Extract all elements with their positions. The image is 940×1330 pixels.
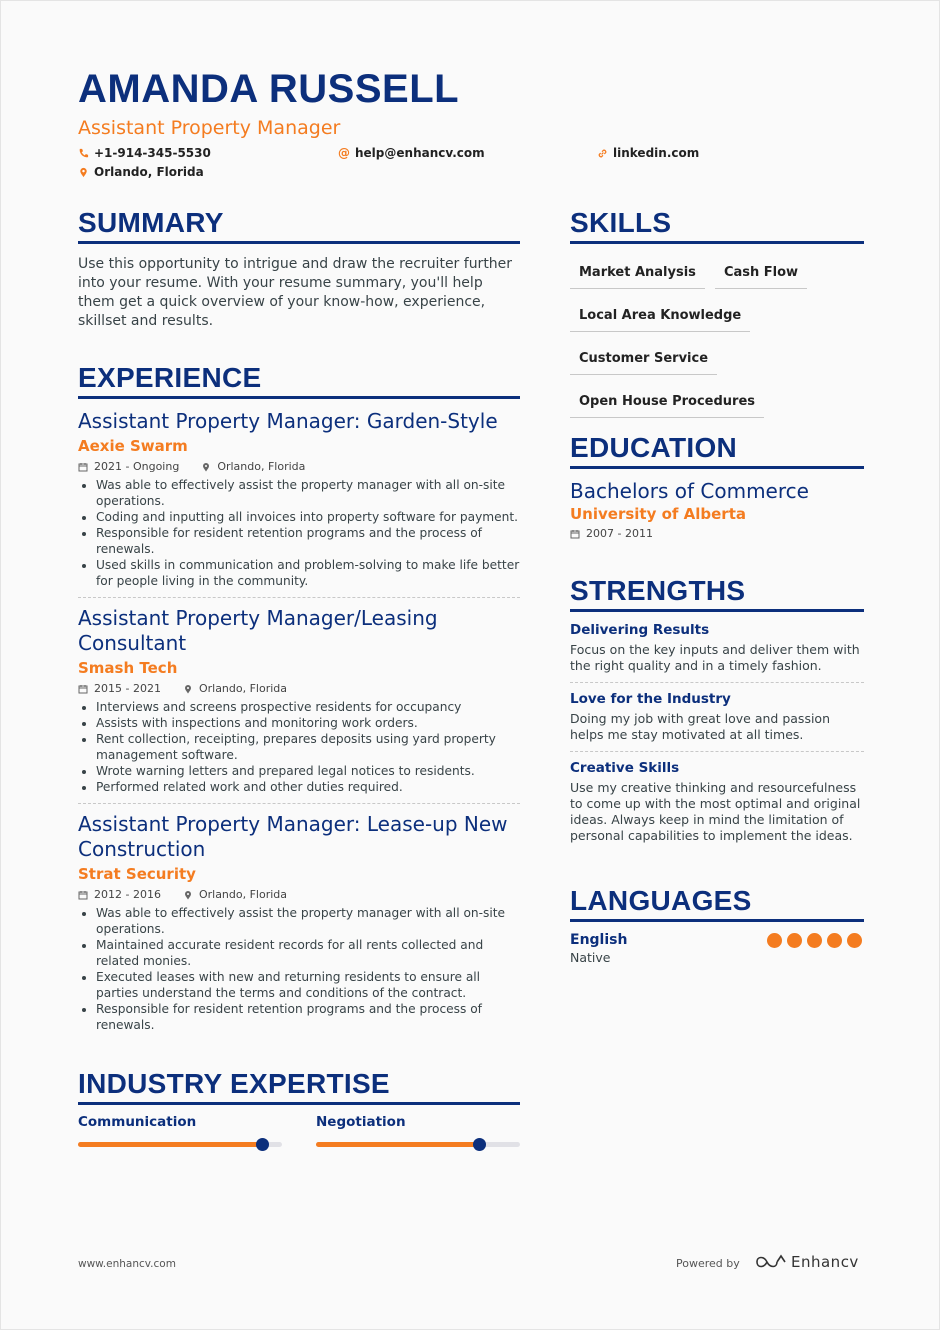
job-title: Assistant Property Manager: Garden-Style xyxy=(78,409,498,433)
strength-title: Love for the Industry xyxy=(570,691,731,707)
languages-divider xyxy=(570,919,864,922)
job-location: Orlando, Florida xyxy=(198,888,288,901)
linkedin-contact[interactable] xyxy=(597,146,699,160)
job-meta xyxy=(78,460,521,473)
expertise-knob xyxy=(473,1138,486,1151)
candidate-name: AMANDA RUSSELL xyxy=(78,67,460,111)
phone-text: +1-914-345-5530 xyxy=(94,146,211,160)
language-dot xyxy=(807,933,822,948)
job-entry xyxy=(78,606,521,795)
job-company: Smash Tech xyxy=(78,659,178,677)
job-bullet: • Executed leases with new and returning residents to ensure all parties understand the terms and conditions of the contract. xyxy=(96,969,521,1001)
skills-row xyxy=(570,347,864,375)
education-section xyxy=(570,432,864,540)
industry-expertise-section xyxy=(78,1068,520,1105)
skills-heading: SKILLS xyxy=(570,207,672,238)
skills-row xyxy=(570,304,864,332)
email-text: help@enhancv.com xyxy=(355,146,485,160)
strengths-divider xyxy=(570,609,864,612)
calendar-icon xyxy=(78,890,88,900)
job-bullet: • Responsible for resident retention programs and the process of renewals. xyxy=(96,1001,521,1033)
language-level: Native xyxy=(570,950,611,965)
degree-title: Bachelors of Commerce xyxy=(570,479,809,503)
job-bullet: • Wrote warning letters and prepared legal notices to residents. xyxy=(96,763,521,779)
skills-divider xyxy=(570,241,864,244)
skills-row xyxy=(570,261,864,289)
experience-section xyxy=(78,362,520,1033)
summary-heading: SUMMARY xyxy=(78,207,224,238)
strength-desc: Use my creative thinking and resourcefulness to come up with the most optimal and original ideas. Always keep in mind the limitation of personal capabilities to implement the ideas. xyxy=(570,780,861,843)
expertise-label: Negotiation xyxy=(316,1114,406,1130)
expertise-knob xyxy=(256,1138,269,1151)
education-dates: 2007 - 2011 xyxy=(586,527,653,540)
job-dates: 2012 - 2016 xyxy=(94,888,161,901)
footer-powered: Powered by xyxy=(676,1257,740,1270)
strengths-section xyxy=(570,575,864,844)
job-meta xyxy=(78,682,521,695)
summary-section xyxy=(78,207,520,331)
language-dots xyxy=(762,933,862,952)
location-pin-icon xyxy=(183,890,193,900)
language-item xyxy=(570,932,864,966)
footer-brand-text: Enhancv xyxy=(791,1253,859,1271)
job-company: Strat Security xyxy=(78,865,196,883)
industry-divider xyxy=(78,1102,520,1105)
enhancv-logo-icon xyxy=(755,1253,787,1271)
expertise-label: Communication xyxy=(78,1114,197,1130)
experience-heading: EXPERIENCE xyxy=(78,362,262,393)
job-entry xyxy=(78,812,521,1033)
expertise-bar xyxy=(78,1142,282,1147)
job-dates: 2021 - Ongoing xyxy=(94,460,180,473)
skills-row xyxy=(570,390,864,418)
job-location: Orlando, Florida xyxy=(198,682,288,695)
expertise-item xyxy=(316,1114,520,1147)
location-pin-icon xyxy=(183,684,193,694)
location-pin-icon xyxy=(78,167,89,178)
job-title: Assistant Property Manager: Lease-up New Construction xyxy=(78,812,508,861)
phone-contact[interactable] xyxy=(78,146,211,160)
expertise-bar xyxy=(316,1142,520,1147)
job-title: Assistant Property Manager/Leasing Consultant xyxy=(78,606,438,655)
link-icon xyxy=(597,148,608,159)
calendar-icon xyxy=(78,684,88,694)
job-bullets xyxy=(78,905,521,1033)
language-dot xyxy=(827,933,842,948)
skills-section xyxy=(570,207,864,418)
calendar-icon xyxy=(78,462,88,472)
summary-text: Use this opportunity to intrigue and draw the recruiter further into your resume. With your resume summary, you'll help them get a quick overview of your know-how, experience, skillset and results. xyxy=(78,256,513,329)
skill-tag: Cash Flow xyxy=(715,265,807,289)
footer-brand[interactable] xyxy=(755,1253,859,1271)
job-bullet: • Was able to effectively assist the property manager with all on-site operations. xyxy=(96,905,521,937)
expertise-fill xyxy=(316,1142,479,1147)
linkedin-text: linkedin.com xyxy=(613,146,700,160)
skill-tag: Market Analysis xyxy=(570,265,705,289)
strength-title: Delivering Results xyxy=(570,622,710,638)
experience-divider xyxy=(78,396,520,399)
job-dates: 2015 - 2021 xyxy=(94,682,161,695)
job-separator xyxy=(78,803,520,804)
job-bullet: • Performed related work and other duties required. xyxy=(96,779,521,795)
job-bullet: • Interviews and screens prospective residents for occupancy xyxy=(96,699,521,715)
job-bullet: • Maintained accurate resident records for all rents collected and related monies. xyxy=(96,937,521,969)
job-meta xyxy=(78,888,521,901)
job-bullet: • Assists with inspections and monitoring work orders. xyxy=(96,715,521,731)
expertise-item xyxy=(78,1114,282,1147)
job-bullet: • Responsible for resident retention programs and the process of renewals. xyxy=(96,525,521,557)
language-dot xyxy=(787,933,802,948)
location-pin-icon xyxy=(201,462,211,472)
job-separator xyxy=(78,597,520,598)
job-bullet: • Coding and inputting all invoices into property software for payment. xyxy=(96,509,521,525)
education-heading: EDUCATION xyxy=(570,432,738,463)
skill-tag: Customer Service xyxy=(570,351,717,375)
languages-heading: LANGUAGES xyxy=(570,885,752,916)
job-company: Aexie Swarm xyxy=(78,437,188,455)
language-dot xyxy=(767,933,782,948)
strength-separator xyxy=(570,751,864,752)
job-bullets xyxy=(78,477,521,589)
skill-tag: Open House Procedures xyxy=(570,394,764,418)
language-dot xyxy=(847,933,862,948)
location-text: Orlando, Florida xyxy=(94,165,204,179)
strength-desc: Focus on the key inputs and deliver them with the right quality and in a timely fashion. xyxy=(570,642,860,673)
strength-item xyxy=(570,622,864,674)
industry-heading: INDUSTRY EXPERTISE xyxy=(78,1068,390,1099)
job-bullet: • Rent collection, receipting, prepares deposits using yard property management software. xyxy=(96,731,521,763)
job-bullets xyxy=(78,699,521,795)
at-icon: @ xyxy=(338,146,350,160)
education-divider xyxy=(570,466,864,469)
education-meta xyxy=(570,527,864,540)
calendar-icon xyxy=(570,529,580,539)
footer-site[interactable]: www.enhancv.com xyxy=(78,1258,176,1270)
job-location: Orlando, Florida xyxy=(217,460,306,473)
job-bullet: • Was able to effectively assist the property manager with all on-site operations. xyxy=(96,477,521,509)
strength-desc: Doing my job with great love and passion helps me stay motivated at all times. xyxy=(570,711,831,742)
strength-item xyxy=(570,691,864,743)
summary-divider xyxy=(78,241,520,244)
phone-icon xyxy=(78,148,89,159)
expertise-fill xyxy=(78,1142,262,1147)
candidate-title: Assistant Property Manager xyxy=(78,117,341,139)
email-contact[interactable] xyxy=(338,146,485,160)
strengths-heading: STRENGTHS xyxy=(570,575,746,606)
strength-title: Creative Skills xyxy=(570,760,680,776)
skill-tag: Local Area Knowledge xyxy=(570,308,750,332)
strength-separator xyxy=(570,682,864,683)
languages-section xyxy=(570,885,864,966)
job-entry xyxy=(78,409,521,589)
strength-item xyxy=(570,760,864,844)
location-contact xyxy=(78,165,204,179)
school-name: University of Alberta xyxy=(570,505,746,523)
job-bullet: • Used skills in communication and problem-solving to make life better for people living in the community. xyxy=(96,557,521,589)
language-name: English xyxy=(570,932,628,948)
